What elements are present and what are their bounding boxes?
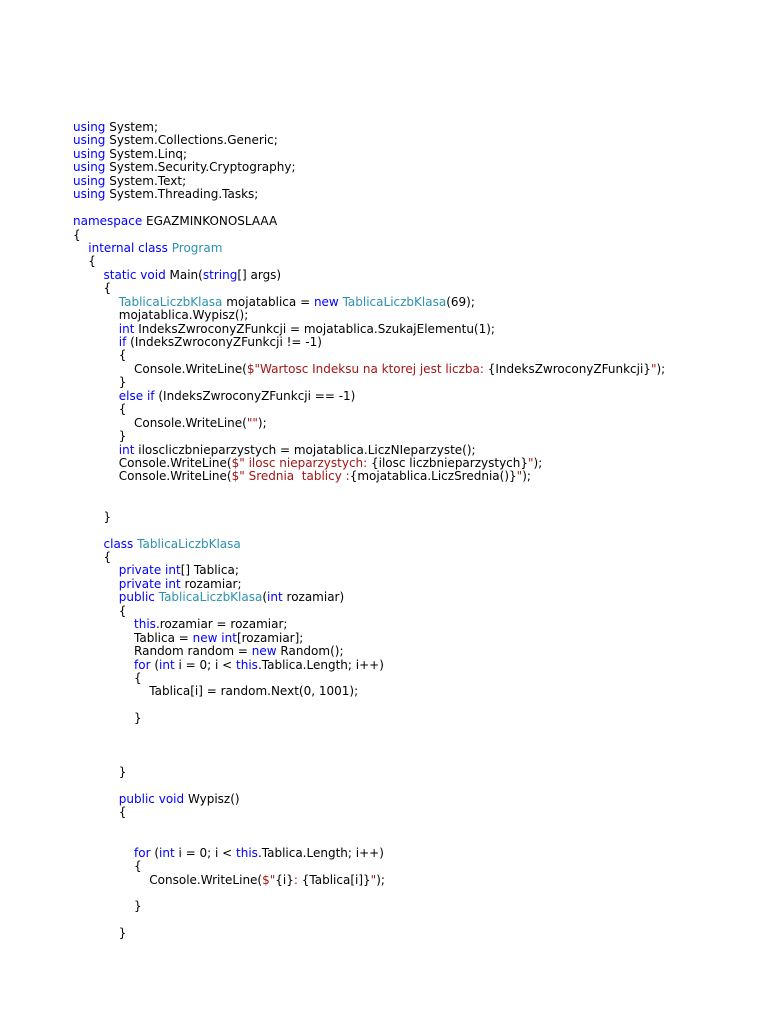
code-text: i = 0; i < [174, 657, 237, 672]
code-keyword: private [118, 563, 162, 578]
code-keyword: using [73, 173, 106, 188]
code-text: ); [522, 469, 531, 484]
code-keyword: using [73, 146, 106, 161]
code-text [73, 241, 88, 255]
code-line [73, 497, 753, 510]
code-line [73, 685, 753, 698]
code-line [73, 444, 753, 457]
code-text: [] Tablica; [180, 563, 239, 578]
code-type-name: TablicaLiczbKlasa [118, 294, 223, 309]
code-text: } [73, 765, 127, 779]
code-text: Console.WriteLine( [73, 872, 263, 887]
code-text [73, 389, 119, 403]
code-text: { [73, 805, 127, 820]
code-text: System.Threading.Tasks; [105, 187, 259, 202]
code-text: } [73, 429, 127, 444]
code-keyword: internal [88, 240, 135, 255]
code-text: System; [105, 120, 159, 134]
code-keyword: if [118, 335, 127, 349]
code-text: (IndeksZwroconyZFunkcji != -1) [126, 335, 322, 349]
code-text: Tablica = [73, 630, 193, 645]
code-line [73, 349, 753, 362]
code-keyword: this [236, 657, 258, 672]
code-text: Random(); [276, 644, 344, 659]
code-text: iloscliczbnieparzystych = mojatablica.LiczNIeparzyste(); [134, 442, 476, 457]
code-line [73, 900, 753, 913]
code-text [73, 563, 119, 577]
code-listing [73, 121, 753, 941]
code-text: System.Text; [105, 173, 187, 188]
code-line [73, 538, 753, 551]
code-keyword: int [118, 442, 135, 457]
code-text: i = 0; i < [174, 845, 237, 860]
code-keyword: if [146, 388, 155, 403]
code-line [73, 188, 753, 201]
code-text: EGAZMINKONOSLAAA [142, 214, 278, 229]
code-text [73, 335, 119, 349]
code-line [73, 887, 753, 900]
code-text [73, 590, 119, 604]
code-line [73, 564, 753, 577]
code-line [73, 282, 753, 295]
code-text: ); [257, 415, 267, 430]
code-string: " [528, 455, 534, 470]
code-line [73, 417, 753, 430]
code-line [73, 470, 753, 483]
code-text [73, 537, 104, 551]
code-text: { [73, 603, 127, 618]
code-text: { [73, 254, 96, 269]
code-line [73, 605, 753, 618]
code-line [73, 161, 753, 174]
code-line [73, 753, 753, 766]
code-keyword: for [134, 845, 151, 860]
code-line [73, 578, 753, 591]
code-text: [] args) [237, 267, 282, 282]
code-keyword: using [73, 133, 106, 148]
code-line [73, 134, 753, 147]
code-line [73, 323, 753, 336]
code-text: IndeksZwroconyZFunkcji = mojatablica.SzukajElementu(1); [134, 321, 495, 336]
code-text: } [73, 509, 112, 524]
code-keyword: void [158, 791, 185, 806]
code-line [73, 524, 753, 537]
code-text: System.Security.Cryptography; [105, 160, 296, 175]
code-string: $" Srednia tablicy : [231, 469, 350, 484]
code-line [73, 699, 753, 712]
code-text: Console.WriteLine( [73, 415, 247, 430]
code-line [73, 255, 753, 268]
code-text: {IndeksZwroconyZFunkcji} [487, 361, 651, 376]
code-keyword: else [118, 388, 144, 403]
code-string: " [516, 469, 523, 484]
code-text: { [73, 859, 142, 874]
code-text: System.Linq; [105, 146, 188, 161]
code-keyword: int [165, 576, 181, 591]
code-line [73, 645, 753, 658]
code-text: mojatablica = [222, 294, 314, 309]
code-keyword: public [118, 590, 155, 605]
code-line [73, 229, 753, 242]
code-keyword: private [118, 576, 162, 591]
code-string: "" [246, 415, 258, 430]
code-keyword: void [140, 267, 166, 282]
code-line [73, 860, 753, 873]
code-text: mojatablica.Wypisz(); [73, 308, 249, 323]
code-keyword: int [267, 590, 283, 605]
code-text: { [73, 550, 112, 564]
code-text: {ilosc liczbnieparzystych} [371, 455, 529, 470]
code-line [73, 430, 753, 443]
code-line [73, 175, 753, 188]
code-text [73, 617, 134, 631]
code-line [73, 874, 753, 887]
code-type-name: TablicaLiczbKlasa [158, 590, 263, 605]
code-line [73, 484, 753, 497]
code-keyword: for [134, 657, 151, 672]
code-keyword: int [159, 657, 175, 672]
code-text [73, 792, 119, 806]
code-text: ); [533, 455, 543, 470]
code-text: [rozamiar]; [236, 630, 304, 645]
code-text [73, 443, 119, 457]
code-text: {mojatablica.LiczSrednia()} [349, 469, 517, 484]
code-text: {Tablica[i]} [301, 872, 371, 887]
code-type-name: Program [171, 240, 223, 255]
code-line [73, 336, 753, 349]
code-keyword: static [103, 267, 137, 282]
code-text: (69); [446, 294, 475, 309]
code-line [73, 551, 753, 564]
code-line [73, 242, 753, 255]
code-type-name: TablicaLiczbKlasa [137, 536, 241, 551]
code-line [73, 376, 753, 389]
code-keyword: int [118, 321, 135, 336]
code-string: $" [262, 872, 276, 887]
code-line [73, 457, 753, 470]
code-line [73, 121, 753, 134]
code-keyword: using [73, 160, 106, 175]
code-keyword: using [73, 187, 106, 202]
code-text [73, 658, 134, 672]
code-keyword: new [251, 644, 277, 659]
code-keyword: int [165, 563, 181, 578]
code-text [73, 295, 119, 309]
code-text: ( [150, 845, 160, 860]
code-text: Random random = [73, 644, 252, 659]
code-text: { [73, 348, 127, 363]
code-line [73, 766, 753, 779]
code-text: Console.WriteLine( [73, 455, 232, 470]
code-line [73, 632, 753, 645]
code-string: : [293, 872, 302, 887]
code-line [73, 148, 753, 161]
code-line [73, 309, 753, 322]
code-text: { [73, 227, 81, 242]
code-text: rozamiar; [180, 576, 242, 591]
code-text [73, 322, 119, 336]
code-line [73, 215, 753, 228]
code-line [73, 779, 753, 792]
code-line [73, 793, 753, 806]
code-text: } [73, 899, 142, 914]
code-line [73, 820, 753, 833]
code-text: Console.WriteLine( [73, 361, 247, 376]
code-text: ( [262, 590, 268, 605]
code-line [73, 847, 753, 860]
code-text [73, 268, 104, 282]
code-text [73, 846, 134, 860]
code-line [73, 927, 753, 940]
code-text: Wypisz() [184, 791, 240, 806]
code-keyword: class [103, 536, 134, 551]
code-keyword: using [73, 120, 106, 134]
code-string: " [370, 872, 377, 887]
code-line [73, 296, 753, 309]
code-text: } [73, 711, 142, 726]
code-line [73, 511, 753, 524]
code-line [73, 806, 753, 819]
code-string: " [650, 361, 657, 376]
code-text: } [73, 375, 127, 390]
code-text: .rozamiar = rozamiar; [155, 617, 288, 632]
code-keyword: new [313, 294, 339, 309]
code-keyword: int [221, 630, 237, 645]
code-text [73, 577, 119, 591]
code-line [73, 269, 753, 282]
code-line [73, 739, 753, 752]
code-line [73, 591, 753, 604]
code-keyword: int [159, 845, 175, 860]
code-text: (IndeksZwroconyZFunkcji == -1) [154, 388, 356, 403]
code-keyword: this [134, 617, 156, 632]
code-line [73, 618, 753, 631]
code-keyword: string [202, 267, 238, 282]
code-text: System.Collections.Generic; [105, 133, 278, 148]
code-text: .Tablica.Length; i++) [257, 657, 384, 672]
code-line [73, 390, 753, 403]
code-text: Tablica[i] = random.Next(0, 1001); [73, 684, 359, 699]
code-text: { [73, 402, 127, 417]
code-text: { [73, 670, 142, 685]
code-text: { [73, 281, 112, 296]
code-type-name: TablicaLiczbKlasa [342, 294, 447, 309]
code-line [73, 726, 753, 739]
code-text: ( [150, 657, 160, 672]
code-keyword: new [192, 630, 218, 645]
code-string: $" ilosc nieparzystych: [231, 455, 371, 470]
code-line [73, 833, 753, 846]
code-text: Console.WriteLine( [73, 469, 232, 484]
code-keyword: public [118, 791, 155, 806]
code-line [73, 712, 753, 725]
code-line [73, 914, 753, 927]
code-string: $"Wartosc Indeksu na ktorej jest liczba: [246, 361, 488, 376]
code-text: .Tablica.Length; i++) [257, 845, 384, 860]
code-line [73, 672, 753, 685]
code-text: } [73, 926, 127, 941]
code-line [73, 202, 753, 215]
code-text: ); [376, 872, 385, 887]
code-text: {i} [275, 872, 294, 887]
code-line [73, 659, 753, 672]
code-keyword: this [236, 845, 258, 860]
code-line [73, 363, 753, 376]
code-text: Main( [165, 267, 203, 282]
code-line [73, 403, 753, 416]
code-keyword: namespace [73, 214, 143, 229]
code-text: ); [656, 361, 666, 376]
code-keyword: class [138, 240, 168, 255]
code-text: rozamiar) [282, 590, 345, 605]
